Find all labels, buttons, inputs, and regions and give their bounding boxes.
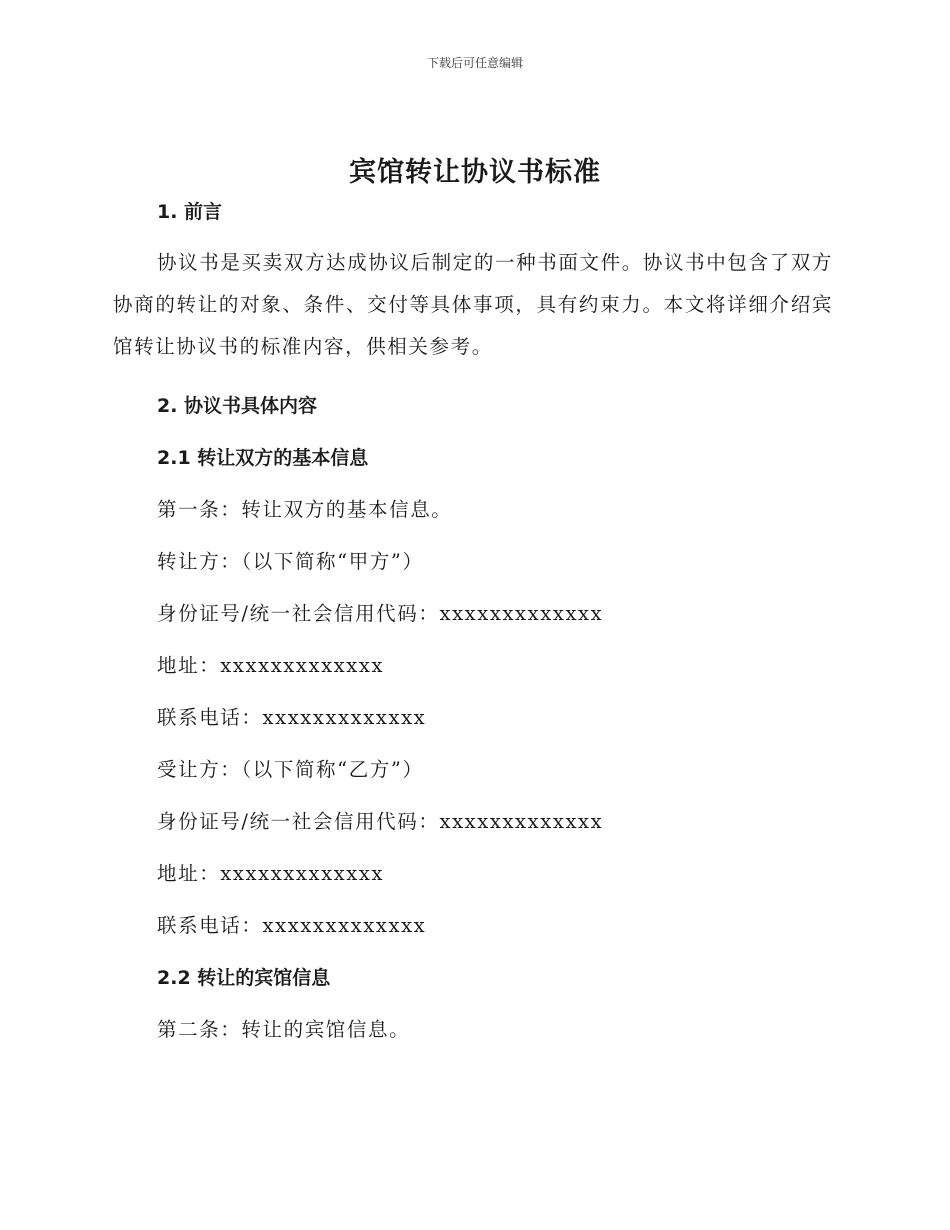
party-b-address: 地址：xxxxxxxxxxxxx: [157, 862, 385, 885]
party-a-address: 地址：xxxxxxxxxxxxx: [157, 654, 385, 677]
document-title: 宾馆转让协议书标准: [349, 157, 601, 188]
header-note: 下载后可任意编辑: [426, 56, 523, 70]
party-a-label: 转让方：（以下简称“甲方”）: [157, 550, 424, 573]
article-2: 第二条：转让的宾馆信息。: [157, 1018, 411, 1041]
article-1: 第一条：转让双方的基本信息。: [157, 498, 453, 521]
party-a-phone: 联系电话：xxxxxxxxxxxxx: [157, 706, 427, 729]
preface-paragraph: 协议书是买卖双方达成协议后制定的一种书面文件。协议书中包含了双方协商的转让的对象、条件、交付等具体事项，具有约束力。本文将详细介绍宾馆转让协议书的标准内容，供相关参考。: [113, 251, 833, 358]
subsection-heading-hotel: 2.2 转让的宾馆信息: [157, 967, 331, 989]
document-body: [113, 196, 833, 1046]
party-b-label: 受让方：（以下简称“乙方”）: [157, 758, 424, 781]
party-b-id: 身份证号/统一社会信用代码：xxxxxxxxxxxxx: [157, 810, 604, 833]
section-heading-content: 2. 协议书具体内容: [157, 395, 318, 417]
party-a-id: 身份证号/统一社会信用代码：xxxxxxxxxxxxx: [157, 602, 604, 625]
section-heading-preface: 1. 前言: [157, 201, 223, 223]
party-b-phone: 联系电话：xxxxxxxxxxxxx: [157, 914, 427, 937]
subsection-heading-parties: 2.1 转让双方的基本信息: [157, 447, 369, 469]
